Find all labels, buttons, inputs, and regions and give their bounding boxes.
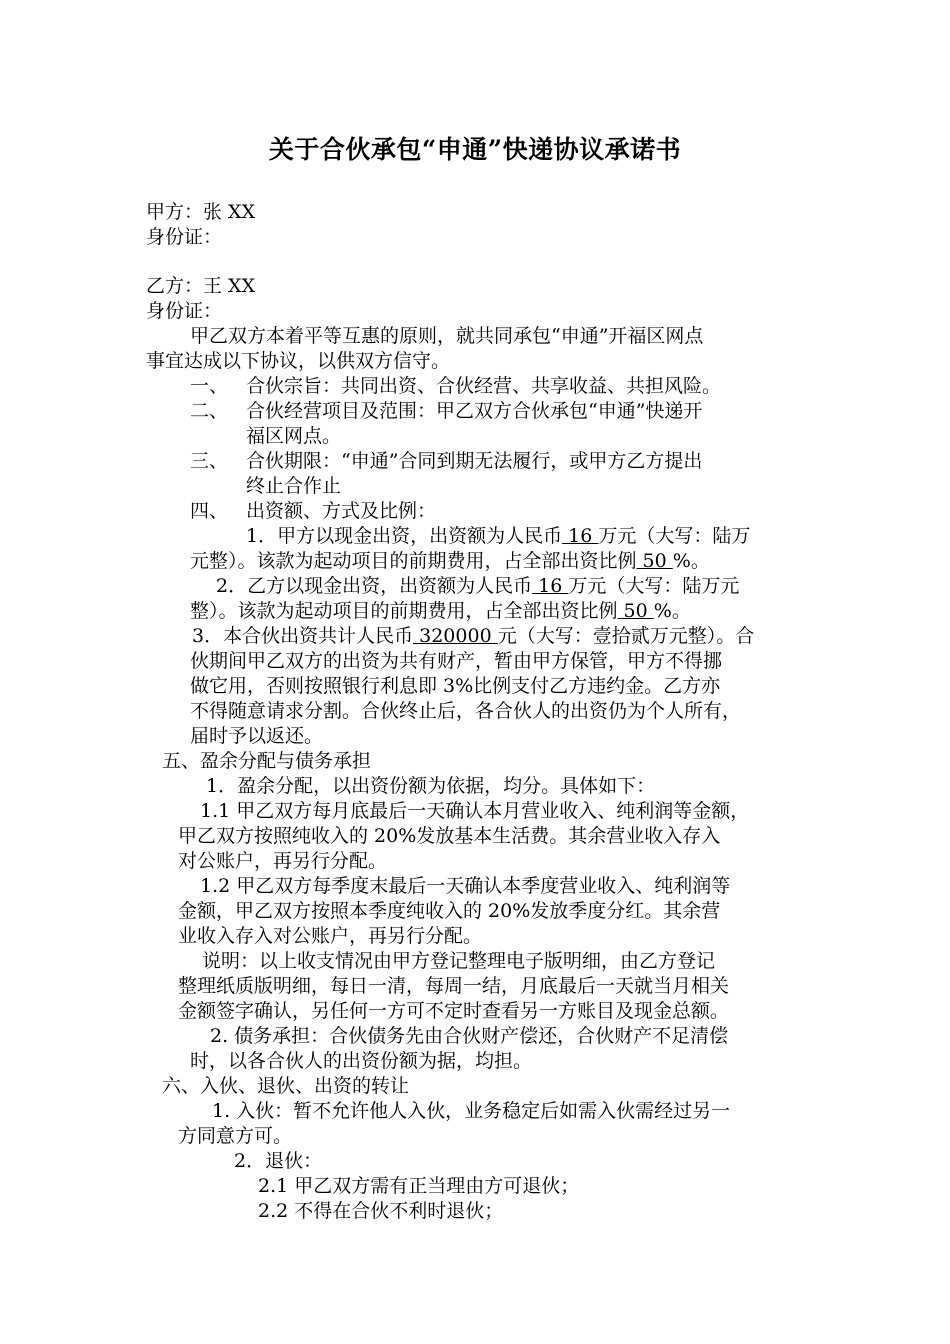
party-b-amount: 16 [532, 575, 569, 597]
section-6-line-4: 2.1 甲乙双方需有正当理由方可退伙； [258, 1175, 580, 1197]
section-2-number: 二、 [190, 400, 229, 422]
section-4-number: 四、 [190, 500, 229, 522]
section-5-line-6: 金额，甲乙双方按照本季度纯收入的 20%发放季度分红。其余营 [178, 900, 721, 922]
party-a-percent: 50 [636, 550, 673, 572]
section-6-line-5: 2.2 不得在合伙不利时退伙； [258, 1200, 504, 1222]
party-a-amount: 16 [562, 525, 599, 547]
section-4-item-3-line-5: 届时予以返还。 [190, 725, 324, 747]
section-3-number: 三、 [190, 450, 229, 472]
section-5-line-1: 1．盈余分配，以出资份额为依据，均分。具体如下： [206, 775, 656, 797]
party-b-name: 乙方：王 XX [146, 275, 256, 297]
section-5-line-9: 整理纸质版明细，每日一清，每周一结，月底最后一天就当月相关 [178, 975, 730, 997]
section-2-line-2: 福区网点。 [246, 425, 342, 447]
party-a-id: 身份证： [146, 226, 223, 248]
section-1-number: 一、 [190, 375, 229, 397]
party-b-id: 身份证： [146, 300, 223, 322]
section-5-line-3: 甲乙双方按照纯收入的 20%发放基本生活费。其余营业收入存入 [178, 825, 721, 847]
section-3-line-1: 合伙期限：“申通”合同到期无法履行，或甲方乙方提出 [246, 450, 703, 472]
intro-line-1: 甲乙双方本着平等互惠的原则，就共同承包“申通”开福区网点 [190, 325, 704, 347]
section-5-line-12: 时，以各合伙人的出资份额为据，均担。 [190, 1050, 533, 1072]
section-6-line-3: 2．退伙： [234, 1150, 323, 1172]
section-6-line-2: 方同意方可。 [178, 1125, 293, 1147]
section-5-line-8: 说明：以上收支情况由甲方登记整理电子版明细，由乙方登记 [202, 950, 716, 972]
section-6-heading: 六、入伙、退伙、出资的转让 [162, 1075, 410, 1097]
section-4-item-1-line-1: 1．甲方以现金出资，出资额为人民币 16 万元（大写：陆万 [246, 525, 751, 547]
section-5-line-7: 业收入存入对公账户，再另行分配。 [178, 925, 483, 947]
section-4-item-2-line-2: 整）。该款为起动项目的前期费用，占全部出资比例 50 %。 [190, 600, 691, 622]
section-5-line-2: 1.1 甲乙双方每月底最后一天确认本月营业收入、纯利润等金额， [200, 800, 750, 822]
document-title: 关于合伙承包“申通”快递协议承诺书 [268, 135, 682, 164]
section-4-item-2-line-1: 2．乙方以现金出资，出资额为人民币 16 万元（大写：陆万元 [216, 575, 740, 597]
section-4-heading: 出资额、方式及比例： [246, 500, 437, 522]
section-4-item-3-line-1: 3．本合伙出资共计人民币 320000 元（大写：壹拾贰万元整）。合 [192, 625, 755, 647]
section-2-line-1: 合伙经营项目及范围：甲乙双方合伙承包“申通”快递开 [246, 400, 703, 422]
section-5-line-11: 2. 债务承担：合伙债务先由合伙财产偿还，合伙财产不足清偿 [210, 1025, 729, 1047]
party-b-percent: 50 [617, 600, 654, 622]
section-5-line-10: 金额签字确认，另任何一方可不定时查看另一方账目及现金总额。 [178, 1000, 730, 1022]
total-amount: 320000 [413, 625, 498, 647]
section-1-text: 合伙宗旨：共同出资、合伙经营、共享收益、共担风险。 [246, 375, 722, 397]
section-4-item-3-line-3: 做它用，否则按照银行利息即 3%比例支付乙方违约金。乙方亦 [190, 675, 721, 697]
section-6-line-1: 1. 入伙：暂不允许他人入伙，业务稳定后如需入伙需经过另一 [212, 1100, 731, 1122]
section-3-line-2: 终止合作止 [246, 475, 342, 497]
section-4-item-1-line-2: 元整）。该款为起动项目的前期费用，占全部出资比例 50 %。 [190, 550, 710, 572]
section-4-item-3-line-4: 不得随意请求分割。合伙终止后，各合伙人的出资仍为个人所有， [190, 700, 742, 722]
party-a-name: 甲方：张 XX [146, 201, 256, 223]
section-5-heading: 五、盈余分配与债务承担 [162, 750, 372, 772]
section-4-item-3-line-2: 伙期间甲乙双方的出资为共有财产，暂由甲方保管，甲方不得挪 [190, 650, 723, 672]
intro-line-2: 事宜达成以下协议，以供双方信守。 [146, 350, 451, 372]
section-5-line-5: 1.2 甲乙双方每季度末最后一天确认本季度营业收入、纯利润等 [200, 875, 731, 897]
section-5-line-4: 对公账户，再另行分配。 [178, 850, 388, 872]
